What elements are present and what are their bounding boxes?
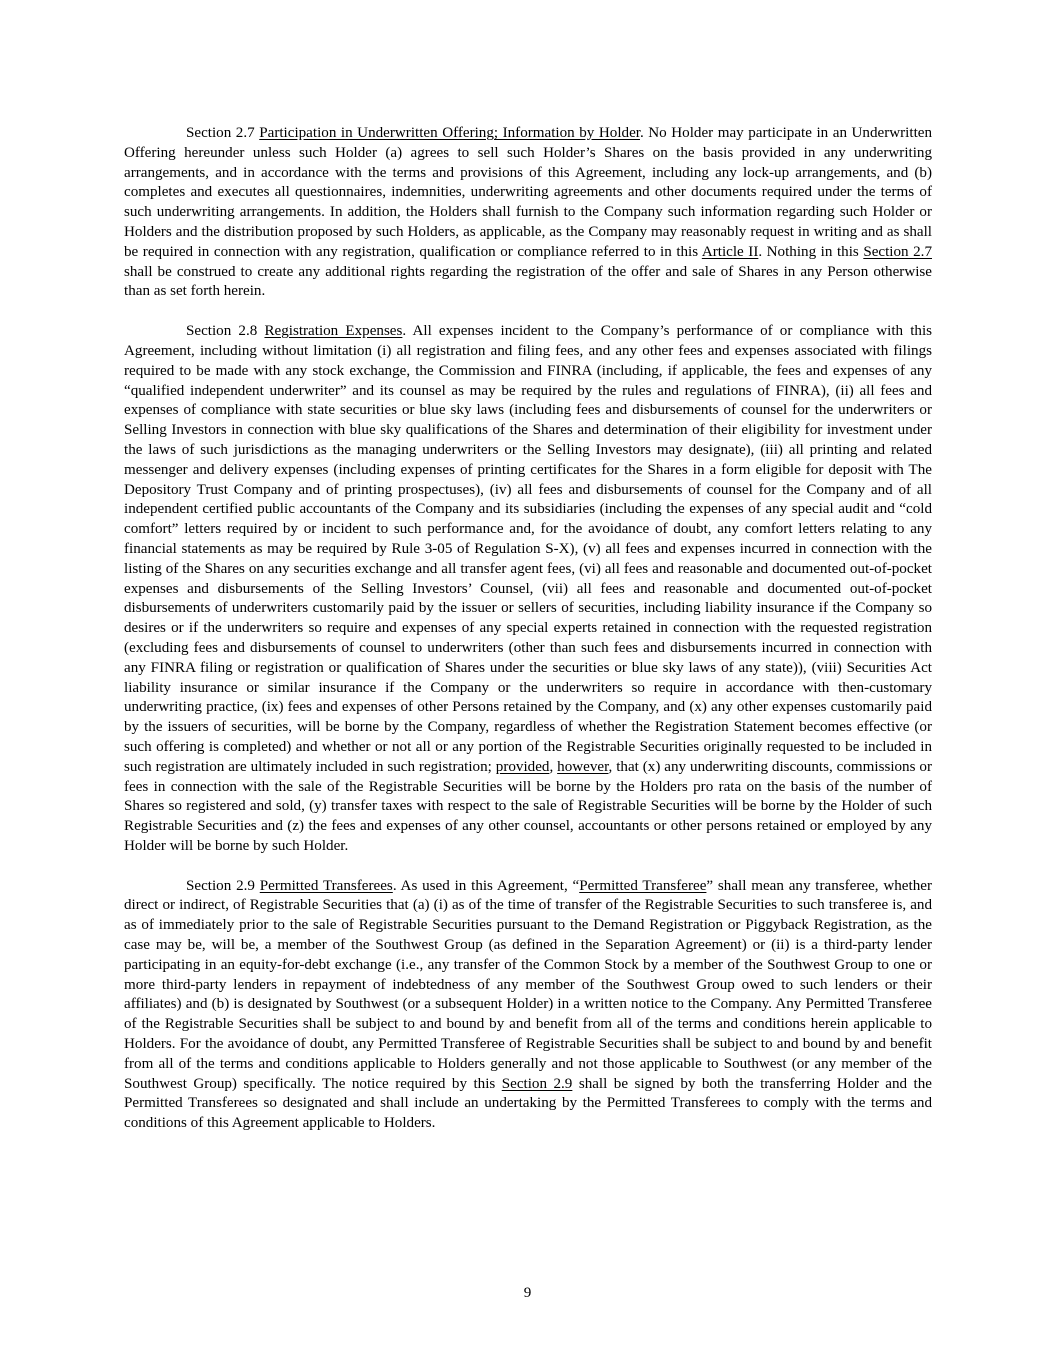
page-number: 9: [523, 1285, 532, 1301]
however-term: however: [557, 758, 609, 775]
cross-reference-section-2-7[interactable]: Section 2.7: [863, 243, 932, 260]
section-number: Section 2.7: [186, 125, 255, 141]
section-text: . No Holder may participate in an Underwritten Offering hereunder unless such Holder (a) agrees to sell such Holder’s Shares on the basis provided in any underwriting arrangements, and in accordance with the terms and provisions of this Agreement, including any lock-up arrangements, and (b) completes and executes all questionnaires, indemnities, underwriting agreements and other documents required under the terms of such underwriting arrangements. In addition, the Holders shall furnish to the Company such information regarding such Holder or Holders and the distribution proposed by such Holders, as applicable, as the Company may reasonably request in writing and as shall be required in connection with any registration, qualification or compliance referred to in this: [124, 125, 933, 260]
defined-term-permitted-transferee: Permitted Transferee: [579, 877, 707, 894]
cross-reference-article-ii[interactable]: Article II: [701, 243, 759, 260]
section-heading: Permitted Transferees: [259, 877, 393, 894]
section-2-8: [124, 322, 932, 857]
section-heading: Participation in Underwritten Offering; Information by Holder: [259, 125, 640, 141]
section-2-7: [124, 124, 932, 302]
section-heading: Registration Expenses: [264, 323, 403, 340]
document-page: [124, 124, 932, 1154]
section-text: . Nothing in this: [758, 243, 864, 260]
section-number: Section 2.9: [186, 877, 255, 894]
cross-reference-section-2-9[interactable]: Section 2.9: [501, 1075, 573, 1092]
section-text: , that (x) any underwriting discounts, commissions or fees in connection with the sale of the Registrable Securities will be borne by the Holders pro rata on the basis of the number of Shares so registered and sold, (y) transfer taxes with respect to the sale of Registrable Securities will be borne by the Holder of such Registrable Securities and (z) the fees and expenses of any other counsel, accountants or other persons retained or employed by any Holder will be borne by such Holder.: [124, 758, 932, 854]
section-2-9: [124, 877, 932, 1134]
section-text: shall be construed to create any additional rights regarding the registration of the offer and sale of Shares in any Person otherwise than as set forth herein.: [124, 263, 932, 300]
provided-term: provided: [495, 758, 550, 775]
section-text: ,: [549, 758, 558, 775]
section-text: ” shall mean any transferee, whether direct or indirect, of Registrable Securities that (a) (i) as of the time of transfer of the Registrable Securities to such transferee is, and as of immediately prior to the sale of Registrable Securities pursuant to the Demand Registration or Piggyback Registration, as the case may be, will be, a member of the Southwest Group (as defined in the Separation Agreement) or (ii) is a third-party lender participating in an equity-for-debt exchange (i.e., any transfer of the Common Stock by a member of the Southwest Group to one or more third-party lenders in repayment of indebtedness of any member of the Southwest Group owed to such lenders or their affiliates) and (b) is designated by Southwest (or a subsequent Holder) in a written notice to the Company. Any Permitted Transferee of the Registrable Securities shall be subject to and bound by and benefit from all of the terms and conditions herein applicable to Holders. For the avoidance of doubt, any Permitted Transferee of Registrable Securities shall be subject to and bound by and benefit from all of the terms and conditions applicable to Holders generally and not those applicable to Southwest (or any member of the Southwest Group) specifically. The notice required by this: [124, 877, 932, 1092]
section-text: shall be signed by both the transferring Holder and the Permitted Transferees so designated and shall include an undertaking by the Permitted Transferees to comply with the terms and conditions of this Agreement applicable to Holders.: [124, 1075, 932, 1132]
section-text: . As used in this Agreement, “: [392, 877, 580, 894]
section-number: Section 2.8: [186, 323, 258, 340]
section-text: . All expenses incident to the Company’s performance of or compliance with this Agreement, including without limitation (i) all registration and filing fees, and any other fees and expenses associated with filings required to be made with any stock exchange, the Commission and FINRA (including, if applicable, the fees and expenses of any “qualified independent underwriter” and its counsel as may be required by the rules and regulations of FINRA), (ii) all fees and expenses of compliance with state securities or blue sky laws (including fees and disbursements of counsel for the underwriters or Selling Investors in connection with blue sky qualifications of the Shares and determination of their eligibility for investment under the laws of such jurisdictions as the managing underwriters or the Selling Investors may designate), (iii) all printing and related messenger and delivery expenses (including expenses of printing certificates for the Shares in a form eligible for deposit with The Depository Trust Company and of printing prospectuses), (iv) all fees and disbursements of counsel for the Company and of all independent certified public accountants of the Company and its subsidiaries (including the expenses of any special audit and “cold comfort” letters required by or incident to such performance and, for the avoidance of doubt, any comfort letters relating to any financial statements as may be required by Rule 3-05 of Regulation S-X), (v) all fees and expenses incurred in connection with the listing of the Shares on any securities exchange and all transfer agent fees, (vi) all fees and reasonable and documented out-of-pocket expenses and disbursements of the Selling Investors’ Counsel, (vii) all fees and reasonable and documented out-of-pocket disbursements of underwriters customarily paid by the issuer or sellers of securities, including liability insurance if the Company so desires or if the underwriters so require and expenses of any special experts retained in connection with the requested registration (excluding fees and disbursements of counsel to underwriters (other than such fees and disbursements incurred in connection with any FINRA filing or registration or qualification of Shares under the securities or blue sky laws of any state)), (viii) Securities Act liability insurance or similar insurance if the Company or the underwriters so require in accordance with then-customary underwriting practice, (ix) fees and expenses of other Persons retained by the Company, and (x) any other expenses customarily paid by the issuers of securities, will be borne by the Company, regardless of whether the Registration Statement becomes effective (or such offering is completed) and whether or not all or any portion of the Registrable Securities originally requested to be included in such registration are ultimately included in such registration;: [124, 323, 933, 775]
